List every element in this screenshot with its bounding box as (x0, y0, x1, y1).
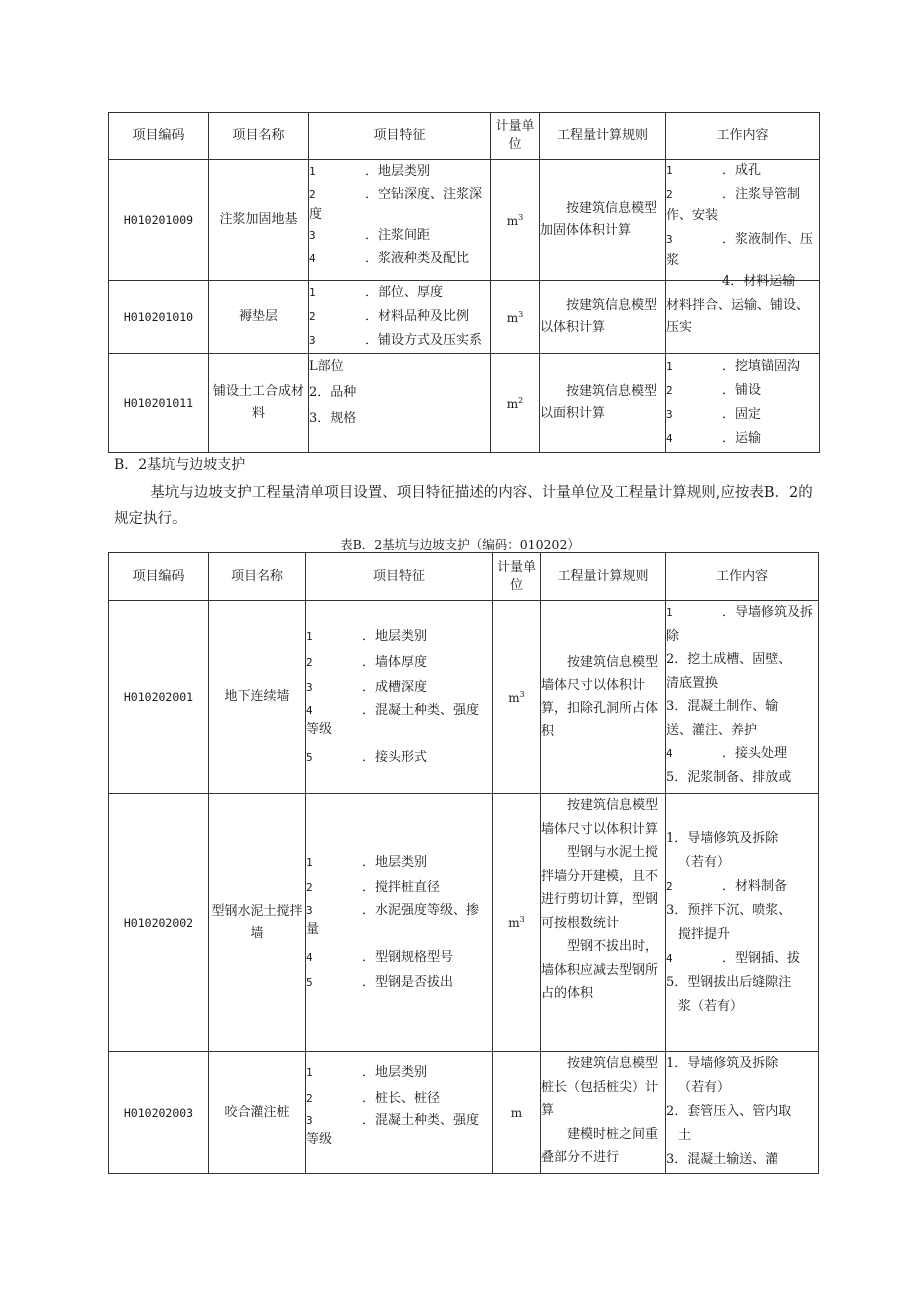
unit (493, 601, 541, 794)
work-line (666, 899, 818, 923)
work-text: ．材料制备 (722, 878, 788, 894)
item-name: 注浆加固地基 (209, 160, 309, 281)
feature-num: 3 (306, 903, 313, 917)
feature-num: 1 (309, 286, 316, 299)
work-text: 送、灌注、养护 (666, 722, 758, 738)
feature-num: 2 (306, 881, 313, 894)
work-num: 1 (666, 606, 673, 619)
work-text: 浆 (666, 253, 680, 268)
feature-num: 3 (306, 1114, 313, 1127)
work-num: 1 (666, 164, 673, 177)
work-line (666, 995, 818, 1019)
table-caption: 表B．2基坑与边坡支护（编码：010202） (340, 537, 580, 552)
work-list (666, 160, 820, 289)
feature-list (306, 601, 493, 794)
feature-text: ．空钻深度、注浆深 (365, 187, 483, 202)
work-list (666, 1052, 819, 1174)
work-text: 5．泥浆制备、排放或 (666, 769, 792, 785)
calc-rule (541, 1052, 666, 1174)
feature-line (309, 183, 490, 206)
work-line (666, 1100, 818, 1124)
work-text: 1．导墙修筑及拆除 (666, 830, 779, 846)
rule-line: 按建筑信息模型 (566, 384, 658, 399)
calc-rule (541, 601, 666, 794)
feature-num: 3 (306, 681, 313, 694)
feature-text: ．注浆间距 (365, 228, 431, 243)
feature-line (306, 701, 492, 721)
feature-num: 1 (306, 855, 313, 869)
feature-num: 2 (309, 310, 316, 323)
item-code: H010201009 (109, 160, 209, 281)
feature-list (309, 354, 491, 453)
unit (491, 281, 540, 354)
feature-text: L部位 (309, 359, 344, 374)
work-line (666, 923, 818, 947)
feature-text: ．接头形式 (362, 749, 428, 765)
table-b1-continued (108, 112, 820, 453)
item-name: 咬合灌注桩 (209, 1052, 306, 1174)
feature-line (309, 281, 490, 305)
work-text: ．运输 (722, 431, 762, 446)
work-num: 4 (666, 432, 673, 445)
feature-text: ．水泥强度等级、掺 (362, 902, 480, 918)
feature-line (309, 329, 490, 353)
work-text: 除 (666, 628, 680, 644)
feature-num: 4 (309, 252, 316, 265)
feature-line (306, 745, 492, 771)
table-b2 (108, 552, 819, 1174)
work-num: 3 (666, 233, 673, 246)
rule-line: 按建筑信息模型 (566, 201, 658, 216)
feature-text: ．搅拌桩直径 (362, 880, 441, 895)
header-work: 工作内容 (666, 113, 820, 160)
work-line (666, 742, 818, 766)
feature-line (306, 850, 492, 876)
feature-line (306, 675, 492, 701)
feature-text: 度 (309, 207, 323, 222)
rule-line: 型钢与水泥土搅拌墙分开建模，且不进行剪切计算，型钢可按根数统计 (541, 845, 659, 931)
item-name: 地下连续墙 (209, 601, 306, 794)
feature-text: ．地层类别 (362, 1065, 428, 1080)
unit-exponent: 3 (519, 915, 525, 924)
work-text: ．导墙修筑及拆 (722, 605, 814, 620)
header-unit (493, 553, 541, 601)
work-list (666, 354, 820, 453)
work-text: 2．套管压入、管内取 (666, 1104, 792, 1119)
item-name: 型钢水泥土搅拌墙 (209, 794, 306, 1052)
work-line (666, 672, 818, 696)
feature-text: ．材料品种及比例 (365, 309, 470, 324)
feature-num: 1 (306, 630, 313, 643)
item-code: H010201011 (109, 354, 209, 453)
calc-rule (540, 160, 666, 281)
work-text: 清底置换 (666, 675, 719, 691)
work-text: ．型钢插、拔 (722, 950, 801, 966)
rule-line: 按建筑信息模型 (566, 298, 658, 313)
feature-num: 3 (309, 334, 316, 347)
table-row (109, 160, 820, 281)
work-line (666, 947, 818, 971)
table-row (109, 601, 819, 794)
feature-num: 2 (306, 1091, 313, 1105)
table-header-row (109, 113, 820, 160)
unit-exponent: 3 (518, 212, 524, 222)
header-name: 项目名称 (209, 553, 306, 601)
work-line (666, 827, 818, 851)
unit (491, 160, 540, 281)
feature-line (309, 406, 490, 432)
rule-line: 型钢不拔出时，墙体积应减去型钢所占的体积 (541, 939, 659, 1001)
work-num: 2 (666, 384, 673, 397)
work-line (666, 648, 818, 672)
feature-line (306, 901, 492, 921)
feature-text: ．地层类别 (362, 854, 428, 870)
work-text: ．注浆导管制 (722, 187, 801, 202)
feature-line (306, 970, 492, 996)
calc-rule (540, 281, 666, 354)
feature-text: ．混凝土种类、强度 (362, 702, 480, 718)
work-line (666, 229, 819, 250)
work-num: 4 (666, 951, 673, 965)
feature-num: 5 (306, 976, 313, 989)
header-unit-line1: 计量单 (496, 559, 536, 575)
feature-line (309, 247, 490, 270)
header-unit-line2: 位 (508, 137, 522, 152)
work-text: 4．材料运输 (722, 274, 796, 289)
work-num: 2 (666, 188, 673, 201)
feature-line (306, 1111, 492, 1131)
item-code: H010202001 (109, 601, 209, 794)
feature-line (309, 224, 490, 247)
work-line (666, 766, 818, 790)
header-unit (491, 113, 540, 160)
feature-text: 3．规格 (309, 411, 357, 426)
feature-text: ．部位、厚度 (365, 285, 444, 300)
work-text: 3．混凝土制作、输 (666, 699, 779, 714)
work-text: ．铺设 (722, 383, 762, 398)
feature-num: 4 (306, 950, 313, 964)
work-line (666, 851, 818, 875)
rule-line: 按建筑信息模型墙体尺寸以体积计算，扣除孔洞所占体积 (541, 655, 659, 739)
feature-line (309, 206, 490, 224)
work-line (666, 205, 819, 226)
rule-line: 以面积计算 (540, 406, 606, 421)
feature-text: ．成槽深度 (362, 680, 428, 695)
header-work: 工作内容 (666, 553, 819, 601)
work-text: 材料拌合、运输、铺设、压实 (666, 281, 820, 354)
work-line (666, 250, 819, 271)
work-line (666, 695, 818, 719)
work-text: 1．导墙修筑及拆除 (666, 1056, 779, 1071)
work-text: 2．挖土成槽、固壁、 (666, 652, 792, 667)
work-line (666, 1148, 818, 1172)
unit (493, 794, 541, 1052)
section-heading: B．2基坑与边坡支护 (114, 457, 246, 473)
unit-base: m (506, 213, 519, 228)
feature-num: 2 (306, 655, 313, 669)
item-name: 褥垫层 (209, 281, 309, 354)
work-text: 3．预拌下沉、喷浆、 (666, 902, 792, 918)
unit-exponent: 2 (518, 395, 524, 405)
feature-line (306, 650, 492, 676)
work-line (666, 427, 819, 451)
work-text: （若有） (678, 1080, 731, 1095)
feature-text: 2．品种 (309, 385, 357, 400)
feature-text: ．浆液种类及配比 (365, 251, 470, 266)
feature-text: ．混凝土种类、强度 (362, 1113, 480, 1128)
feature-line (306, 921, 492, 939)
work-line (666, 971, 818, 995)
feature-text: ．型钢是否拔出 (362, 975, 454, 990)
feature-text: ．墙体厚度 (362, 654, 428, 670)
feature-num: 1 (306, 1066, 313, 1079)
feature-line (309, 305, 490, 329)
header-code: 项目编码 (109, 113, 209, 160)
rule-line: 加固体体积计算 (540, 223, 632, 238)
feature-line (306, 1086, 492, 1112)
work-list (666, 794, 819, 1052)
feature-text: ．铺设方式及压实系 (365, 333, 483, 348)
work-text: ．浆液制作、压 (722, 232, 814, 247)
feature-line (306, 721, 492, 739)
feature-num: 5 (306, 750, 313, 764)
feature-line (309, 380, 490, 406)
feature-line (306, 1131, 492, 1149)
calc-rule (540, 354, 666, 453)
table-row (109, 1052, 819, 1174)
header-features: 项目特征 (306, 553, 493, 601)
work-line (666, 160, 819, 181)
header-name: 项目名称 (209, 113, 309, 160)
work-text: 浆（若有） (678, 998, 744, 1014)
header-unit-line2: 位 (509, 577, 523, 593)
feature-text: 等级 (306, 1132, 333, 1147)
work-text: 搅拌提升 (678, 926, 731, 942)
table-row (109, 794, 819, 1052)
work-line (666, 184, 819, 205)
unit (491, 354, 540, 453)
feature-text: ．型钢规格型号 (362, 949, 454, 965)
work-text: 3．混凝土输送、灌 (666, 1152, 779, 1167)
item-code: H010202003 (109, 1052, 209, 1174)
work-line (666, 403, 819, 427)
calc-rule (541, 794, 666, 1052)
work-text: 5．型钢拔出后缝隙注 (666, 974, 792, 990)
item-name: 铺设土工合成材料 (209, 354, 309, 453)
feature-text: 等级 (306, 721, 333, 737)
feature-list (306, 1052, 493, 1174)
feature-list (309, 160, 491, 281)
feature-line (306, 875, 492, 901)
rule-line: 按建筑信息模型墙体尺寸以体积计算 (541, 798, 659, 837)
feature-text: ．地层类别 (365, 164, 431, 179)
work-num: 1 (666, 360, 673, 373)
feature-text: 量 (306, 921, 320, 937)
feature-list (306, 794, 493, 1052)
item-code: H010201010 (109, 281, 209, 354)
work-text: （若有） (678, 854, 731, 870)
work-num: 3 (666, 408, 673, 421)
unit-exponent: 3 (519, 689, 525, 699)
feature-line (309, 160, 490, 183)
work-text: 土 (678, 1128, 692, 1143)
work-text: ．挖填锚固沟 (722, 359, 801, 374)
work-line (666, 625, 818, 649)
feature-num: 2 (309, 188, 316, 201)
unit-base: m (506, 310, 519, 325)
header-unit-line1: 计量单 (495, 119, 535, 134)
unit (493, 1052, 541, 1174)
work-line (666, 719, 818, 743)
feature-line (309, 354, 490, 380)
work-text: ．成孔 (722, 163, 762, 178)
rule-line: 建模时桩之间重叠部分不进行 (541, 1126, 659, 1165)
feature-text: ．地层类别 (362, 629, 428, 644)
work-text: ．接头处理 (722, 746, 788, 761)
section-paragraph: 基坑与边坡支护工程量清单项目设置、项目特征描述的内容、计量单位及工程量计算规则,应按表B．2的规定执行。 (114, 485, 813, 527)
work-line (666, 1076, 818, 1100)
feature-line (306, 624, 492, 650)
work-line (666, 1052, 818, 1076)
rule-line: 以体积计算 (540, 320, 606, 335)
header-features: 项目特征 (309, 113, 491, 160)
header-rule: 工程量计算规则 (540, 113, 666, 160)
table-header-row (109, 553, 819, 601)
feature-num: 3 (309, 229, 316, 242)
feature-num: 4 (306, 703, 313, 717)
unit-base: m (508, 916, 520, 930)
feature-line (306, 945, 492, 971)
table-row (109, 281, 820, 354)
table-row (109, 354, 820, 453)
unit-base: m (508, 690, 520, 705)
work-list (666, 601, 819, 794)
work-line (666, 379, 819, 403)
work-num: 2 (666, 879, 673, 893)
unit-base: m (506, 396, 519, 411)
header-code: 项目编码 (109, 553, 209, 601)
rule-line: 按建筑信息模型桩长（包括桩尖）计算 (541, 1056, 659, 1118)
feature-text: ．桩长、桩径 (362, 1090, 441, 1106)
work-line (666, 601, 818, 625)
unit-base: m (510, 1105, 523, 1120)
work-text: 作、安装 (666, 208, 719, 223)
header-rule: 工程量计算规则 (541, 553, 666, 601)
feature-list (309, 281, 491, 354)
item-code: H010202002 (109, 794, 209, 1052)
work-line (666, 1124, 818, 1148)
unit-exponent: 3 (518, 309, 524, 319)
work-line (666, 875, 818, 899)
feature-num: 1 (309, 165, 316, 178)
work-num: 4 (666, 747, 673, 760)
work-line (666, 355, 819, 379)
work-text: ．固定 (722, 407, 762, 422)
feature-line (306, 1060, 492, 1086)
